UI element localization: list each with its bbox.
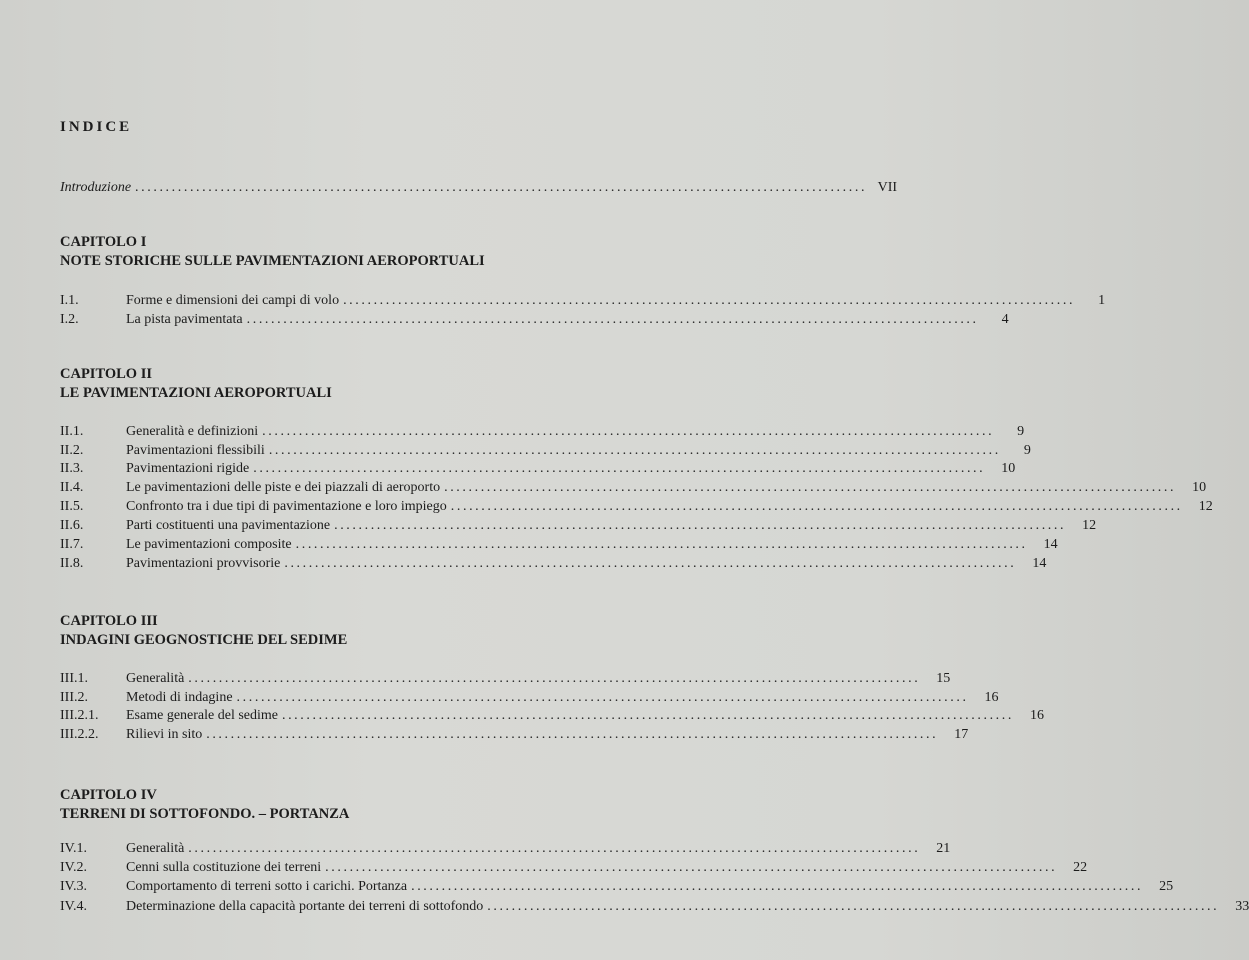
dot-leader: ........................................................................................................................	[284, 556, 1017, 571]
entry-title: Pavimentazioni flessibili	[126, 443, 265, 458]
entry-number: II.3.	[60, 461, 84, 476]
dot-leader: ........................................................................................................................	[262, 424, 995, 439]
entry-title: Confronto tra i due tipi di pavimentazione e loro impiego	[126, 499, 447, 514]
entry-page: 12	[1198, 499, 1213, 514]
chapter-title: INDAGINI GEOGNOSTICHE DEL SEDIME	[60, 632, 348, 648]
entry-number: III.1.	[60, 671, 88, 686]
entry-page: 10	[1001, 461, 1016, 476]
toc-entry[interactable]	[60, 725, 969, 744]
entry-page: 21	[936, 841, 951, 856]
entry-number: III.2.2.	[60, 727, 99, 742]
entry-page: 25	[1159, 879, 1174, 894]
entry-title: Parti costituenti una pavimentazione	[126, 518, 331, 533]
entry-title: Le pavimentazioni composite	[126, 537, 292, 552]
toc-entry[interactable]	[60, 497, 1213, 516]
entry-title: Metodi di indagine	[126, 690, 233, 705]
entry-number: II.4.	[60, 480, 84, 495]
entry-page: 16	[984, 690, 999, 705]
entry-page: 4	[1001, 312, 1009, 327]
toc-entry[interactable]	[60, 310, 1009, 329]
entry-number: II.8.	[60, 556, 84, 571]
entry-page: 33	[1235, 899, 1249, 914]
toc-entry[interactable]	[60, 706, 1044, 725]
chapter-label: CAPITOLO I	[60, 234, 147, 250]
entry-page: 15	[936, 671, 951, 686]
dot-leader: ........................................................................................................................	[295, 537, 1028, 552]
entry-page: 1	[1098, 293, 1106, 308]
toc-entry[interactable]	[60, 291, 1106, 310]
entry-title: Comportamento di terreni sotto i carichi. Portanza	[126, 879, 408, 894]
entry-title: Pavimentazioni provvisorie	[126, 556, 281, 571]
dot-leader: ........................................................................................................................	[281, 708, 1014, 723]
dot-leader: ........................................................................................................................	[325, 860, 1058, 875]
entry-number: IV.1.	[60, 841, 87, 856]
entry-number: I.1.	[60, 293, 79, 308]
chapter-label: CAPITOLO IV	[60, 787, 157, 803]
entry-title: Determinazione della capacità portante dei terreni di sottofondo	[126, 899, 484, 914]
entry-page: VII	[877, 180, 898, 195]
toc-entry[interactable]	[60, 688, 999, 707]
index-title: INDICE	[60, 119, 133, 135]
chapter-label: CAPITOLO II	[60, 366, 152, 382]
toc-entry[interactable]	[60, 535, 1058, 554]
entry-number: IV.2.	[60, 860, 87, 875]
entry-page: 22	[1073, 860, 1088, 875]
entry-number: III.2.	[60, 690, 88, 705]
entry-title: Generalità e definizioni	[126, 424, 259, 439]
entry-page: 9	[1017, 424, 1025, 439]
entry-page: 9	[1023, 443, 1031, 458]
toc-entry[interactable]	[60, 516, 1097, 535]
entry-number: I.2.	[60, 312, 79, 327]
dot-leader: ........................................................................................................................	[487, 899, 1220, 914]
toc-entry[interactable]	[60, 422, 1025, 441]
entry-number: IV.3.	[60, 879, 87, 894]
dot-leader: ........................................................................................................................	[206, 727, 939, 742]
dot-leader: ........................................................................................................................	[253, 461, 986, 476]
dot-leader: ........................................................................................................................	[236, 690, 969, 705]
dot-leader: ........................................................................................................................	[188, 841, 921, 856]
toc-entry[interactable]	[60, 877, 1174, 896]
dot-leader: ........................................................................................................................	[450, 499, 1183, 514]
entry-page: 14	[1043, 537, 1058, 552]
entry-title: Generalità	[126, 671, 185, 686]
toc-entry[interactable]	[60, 554, 1047, 573]
chapter-title: NOTE STORICHE SULLE PAVIMENTAZIONI AEROPORTUALI	[60, 253, 485, 269]
entry-title: Generalità	[126, 841, 185, 856]
entry-title: La pista pavimentata	[126, 312, 243, 327]
chapter-title: LE PAVIMENTAZIONI AEROPORTUALI	[60, 385, 332, 401]
toc-entry[interactable]	[60, 441, 1031, 460]
entry-title: Rilievi in sito	[126, 727, 203, 742]
entry-page: 17	[954, 727, 969, 742]
entry-title: Le pavimentazioni delle piste e dei piazzali di aeroporto	[126, 480, 441, 495]
toc-entry[interactable]	[60, 669, 951, 688]
dot-leader: ........................................................................................................................	[268, 443, 1001, 458]
dot-leader: ........................................................................................................................	[444, 480, 1177, 495]
entry-title: Pavimentazioni rigide	[126, 461, 250, 476]
dot-leader: ........................................................................................................................	[411, 879, 1144, 894]
dot-leader: ........................................................................................................................	[246, 312, 979, 327]
entry-title: Cenni sulla costituzione dei terreni	[126, 860, 322, 875]
dot-leader: ........................................................................................................................	[188, 671, 921, 686]
entry-number: II.2.	[60, 443, 84, 458]
dot-leader: ........................................................................................................................	[135, 180, 868, 195]
entry-number: II.5.	[60, 499, 84, 514]
toc-entry[interactable]	[60, 459, 1016, 478]
dot-leader: ........................................................................................................................	[334, 518, 1067, 533]
entry-number: III.2.1.	[60, 708, 99, 723]
entry-title: Introduzione	[60, 180, 132, 195]
chapter-title: TERRENI DI SOTTOFONDO. – PORTANZA	[60, 806, 350, 822]
entry-page: 16	[1029, 708, 1044, 723]
toc-entry[interactable]	[60, 858, 1088, 877]
entry-page: 10	[1192, 480, 1207, 495]
toc-entry[interactable]	[60, 897, 1249, 916]
chapter-label: CAPITOLO III	[60, 613, 158, 629]
toc-entry[interactable]	[60, 478, 1207, 497]
dot-leader: ........................................................................................................................	[343, 293, 1076, 308]
entry-page: 14	[1032, 556, 1047, 571]
entry-number: II.6.	[60, 518, 84, 533]
toc-entry-introduction[interactable]	[60, 178, 898, 197]
entry-title: Esame generale del sedime	[126, 708, 278, 723]
entry-number: II.1.	[60, 424, 84, 439]
entry-number: II.7.	[60, 537, 84, 552]
entry-number: IV.4.	[60, 899, 87, 914]
toc-entry[interactable]	[60, 839, 951, 858]
entry-title: Forme e dimensioni dei campi di volo	[126, 293, 340, 308]
entry-page: 12	[1082, 518, 1097, 533]
